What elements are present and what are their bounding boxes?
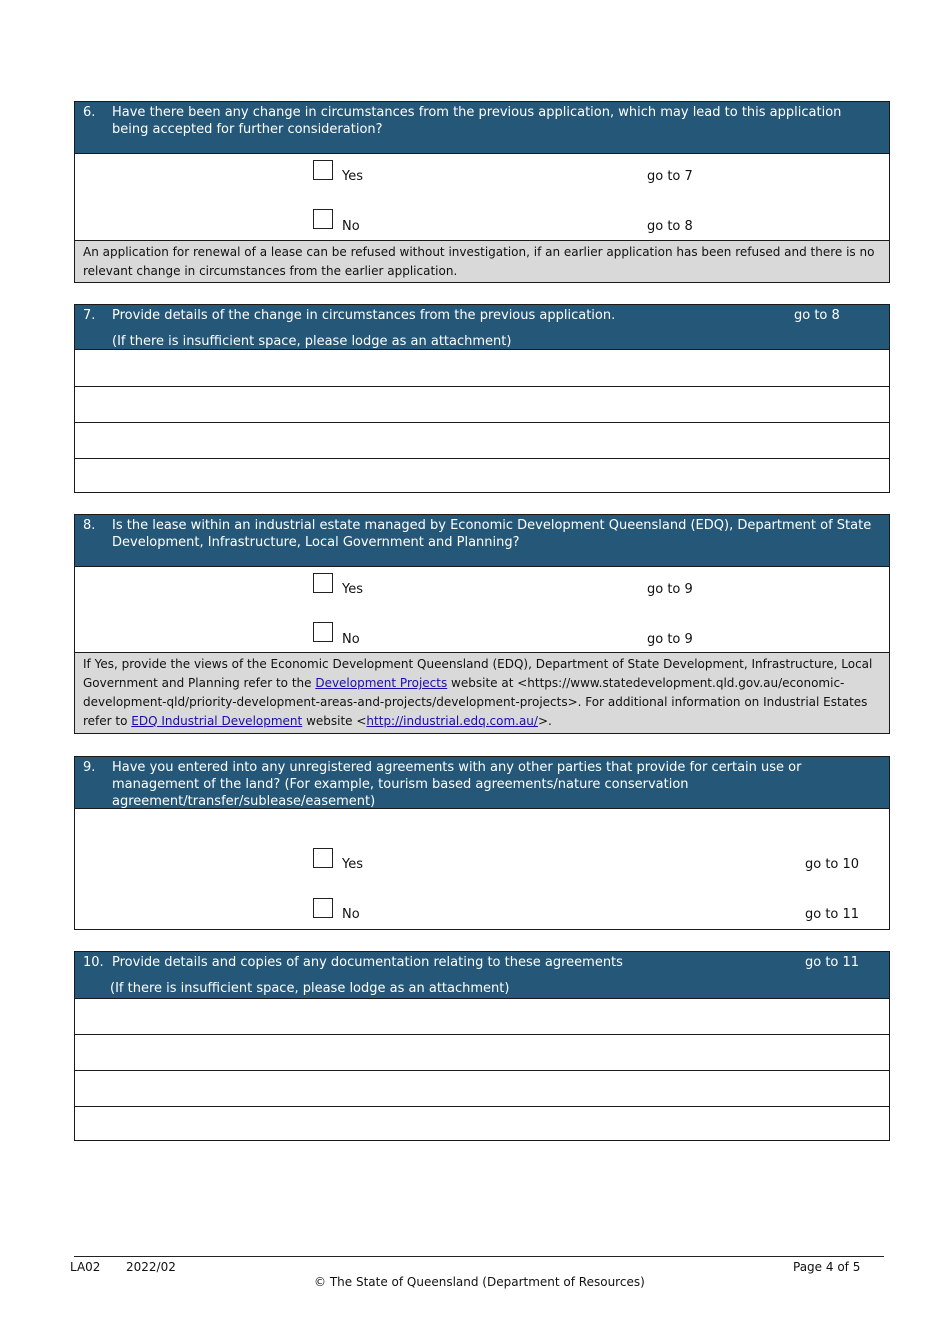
question-7-section: [74, 304, 890, 493]
question-9-header: [75, 757, 889, 809]
goto-label: go to 11: [805, 955, 860, 970]
note-text: If Yes, provide the views of the Economic Development Queensland (EDQ), Department of State Development, Infrastructure, Local Government and Planning refer to the: [83, 657, 873, 690]
info-note: [75, 652, 889, 733]
question-number: 9.: [83, 760, 96, 775]
text-entry-row[interactable]: [75, 1070, 889, 1106]
development-projects-link[interactable]: Development Projects: [315, 676, 448, 690]
goto-label: go to 8: [647, 219, 693, 234]
note-text: website at <https://www.statedevelopment.qld.gov.au/economic-development-qld/priority-development-areas-and-projects/development-projects>. For additional information on Industrial Estates refer to: [83, 676, 868, 728]
text-entry-row[interactable]: [75, 386, 889, 422]
yes-checkbox[interactable]: [313, 160, 333, 180]
yes-checkbox[interactable]: [313, 848, 333, 868]
question-number: 10.: [83, 955, 104, 970]
attachment-note: (If there is insufficient space, please lodge as an attachment): [112, 334, 512, 349]
question-8-header: [75, 515, 889, 567]
question-10-section: [74, 951, 890, 1141]
note-text: website <: [302, 714, 367, 728]
page-number: Page 4 of 5: [793, 1260, 861, 1274]
yes-label: Yes: [342, 582, 363, 597]
goto-label: go to 7: [647, 169, 693, 184]
text-entry-row[interactable]: [75, 999, 889, 1034]
goto-label: go to 9: [647, 632, 693, 647]
goto-label: go to 8: [794, 308, 840, 323]
yes-label: Yes: [342, 169, 363, 184]
question-number: 6.: [83, 105, 96, 120]
no-checkbox[interactable]: [313, 898, 333, 918]
question-6-header: [75, 102, 889, 154]
question-number: 8.: [83, 518, 96, 533]
goto-label: go to 10: [805, 857, 860, 872]
form-version: 2022/02: [126, 1260, 176, 1274]
no-checkbox[interactable]: [313, 622, 333, 642]
edq-industrial-development-link[interactable]: EDQ Industrial Development: [131, 714, 303, 728]
no-label: No: [342, 907, 360, 922]
no-label: No: [342, 632, 360, 647]
footer-divider: [74, 1256, 884, 1257]
question-8-section: [74, 514, 890, 734]
question-text: Have you entered into any unregistered agreements with any other parties that provide for certain use or management of the land? (For example, tourism based agreements/nature conservation agreement/transfer/sublease/easement): [112, 760, 802, 809]
goto-label: go to 11: [805, 907, 860, 922]
yes-checkbox[interactable]: [313, 573, 333, 593]
text-entry-row[interactable]: [75, 1034, 889, 1070]
note-text: >.: [537, 714, 552, 728]
form-code: LA02: [70, 1260, 101, 1274]
question-9-section: [74, 756, 890, 930]
no-checkbox[interactable]: [313, 209, 333, 229]
question-text: Have there been any change in circumstances from the previous application, which may lead to this application being accepted for further consideration?: [112, 105, 842, 137]
edq-url-link[interactable]: http://industrial.edq.com.au/: [366, 714, 538, 728]
question-10-header: [75, 952, 889, 999]
question-7-header: [75, 305, 889, 350]
attachment-note: (If there is insufficient space, please lodge as an attachment): [110, 981, 510, 996]
question-text: Provide details of the change in circumstances from the previous application.: [112, 308, 616, 323]
info-note: An application for renewal of a lease can be refused without investigation, if an earlier application has been refused and there is no relevant change in circumstances from the earlier application.: [75, 240, 889, 282]
question-number: 7.: [83, 308, 96, 323]
text-entry-row[interactable]: [75, 350, 889, 386]
copyright: © The State of Queensland (Department of Resources): [314, 1275, 645, 1289]
text-entry-row[interactable]: [75, 1106, 889, 1140]
goto-label: go to 9: [647, 582, 693, 597]
question-6-section: [74, 101, 890, 283]
no-label: No: [342, 219, 360, 234]
question-text: Provide details and copies of any documentation relating to these agreements: [112, 955, 623, 970]
yes-label: Yes: [342, 857, 363, 872]
question-text: Is the lease within an industrial estate managed by Economic Development Queensland (EDQ), Department of State Development, Infrastructure, Local Government and Planning?: [112, 518, 872, 550]
text-entry-row[interactable]: [75, 422, 889, 458]
text-entry-row[interactable]: [75, 458, 889, 492]
